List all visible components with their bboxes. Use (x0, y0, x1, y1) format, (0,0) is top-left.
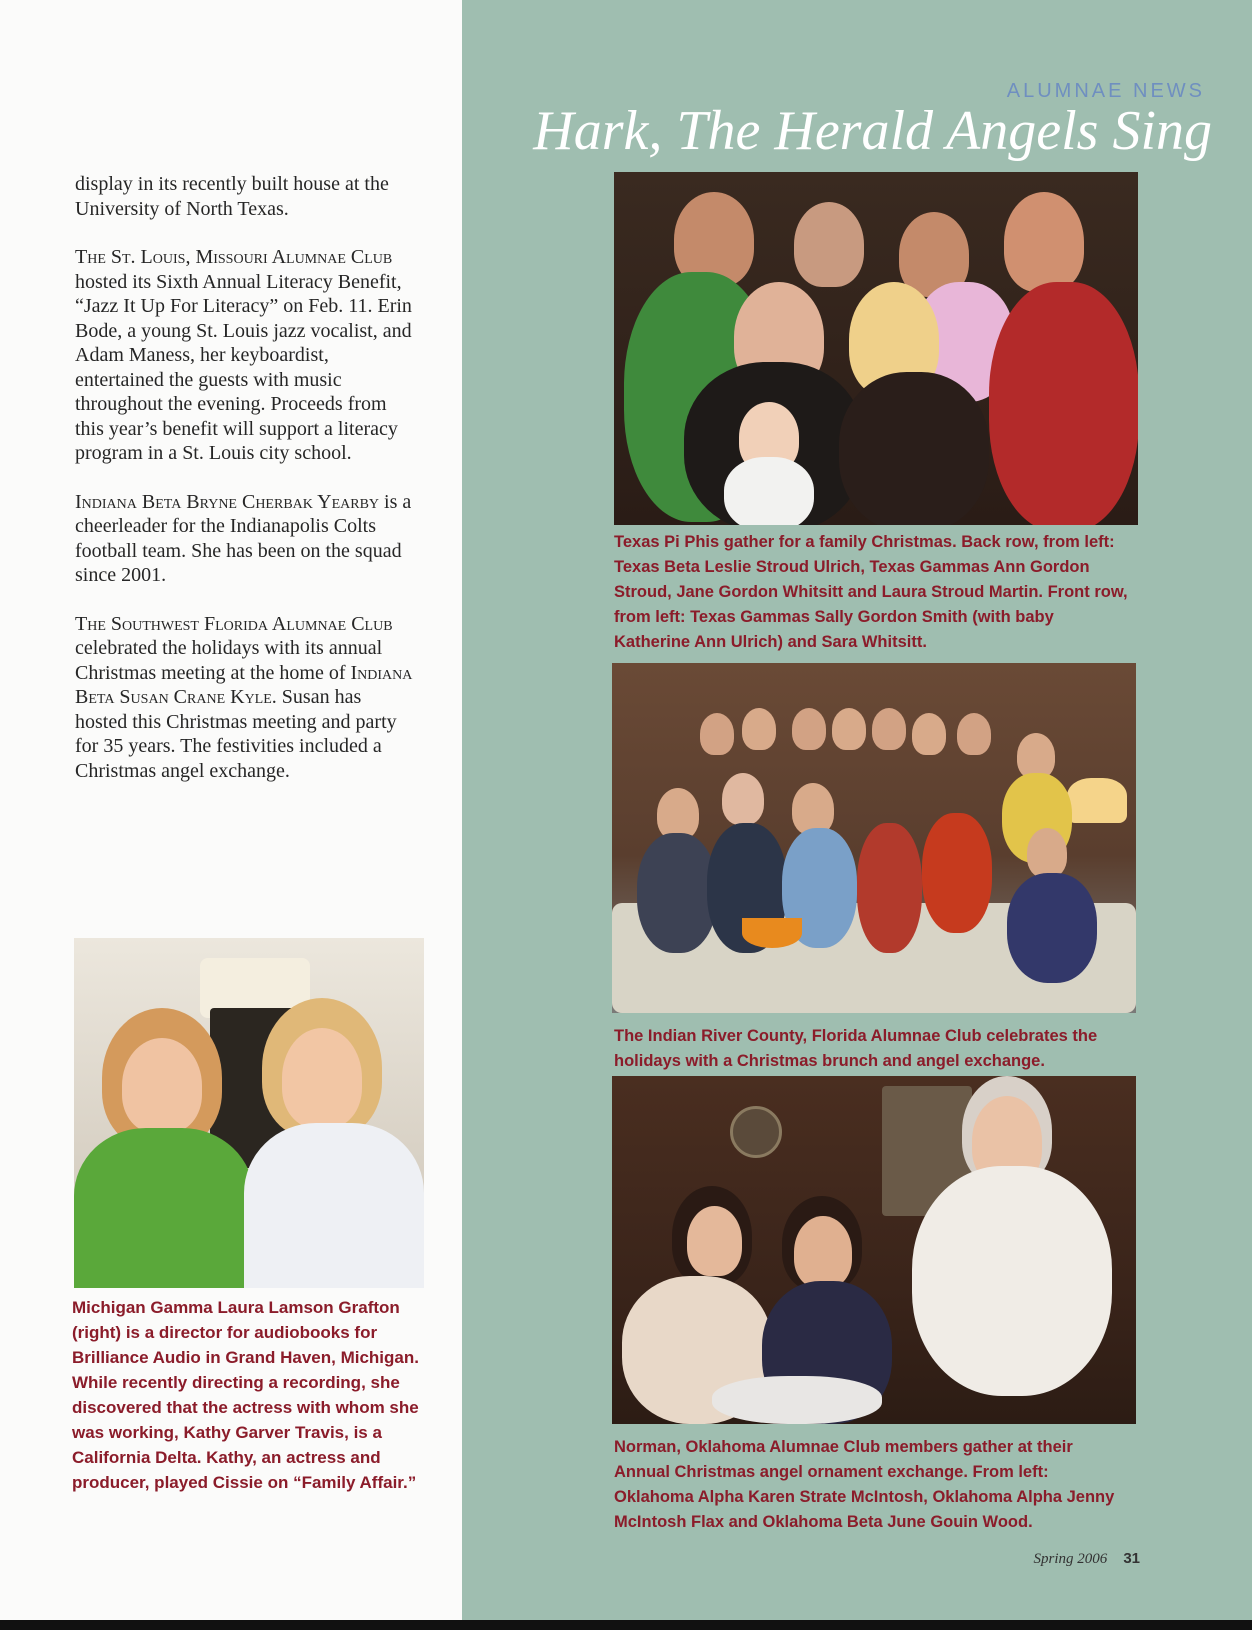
page-number: 31 (1123, 1550, 1140, 1567)
photo-florida (612, 663, 1136, 1013)
section-label: ALUMNAE NEWS (1006, 80, 1205, 102)
paragraph-southwest-florida (75, 612, 415, 784)
paragraph-indiana-body: is a cheerleader for the Indianapolis Colts football team. She has been on the squad since 2001. (75, 490, 412, 586)
member-name-kyle: Indiana Beta Susan Crane Kyle (75, 661, 413, 708)
club-name-st-louis: The St. Louis, Missouri Alumnae Club (75, 246, 393, 268)
member-name-yearby: Indiana Beta Bryne Cherbak Yearby (75, 490, 380, 513)
paragraph-st-louis-body: hosted its Sixth Annual Literacy Benefit, “Jazz It Up For Literacy” on Feb. 11. Erin Bode, a young St. Louis jazz vocalist, and Adam Maness, her keyboardist, entertained the guests with music throughout the evening. Proceeds from this year’s benefit will support a literacy program in a St. Louis city school. (75, 270, 412, 464)
paragraph-st-louis (75, 245, 415, 466)
caption-oklahoma: Norman, Oklahoma Alumnae Club members gather at their Annual Christmas angel ornament exchange. From left: Oklahoma Alpha Karen Strate McIntosh, Oklahoma Alpha Jenny McIntosh Flax and Oklahoma Beta June Gouin Wood. (614, 1438, 1115, 1531)
body-text-column (75, 172, 415, 807)
paragraph-southwest-florida-mid: celebrated the holidays with its annual Christmas meeting at the home of (75, 637, 383, 684)
paragraph-indiana (75, 490, 415, 588)
bottom-rule (0, 1620, 1252, 1630)
photo-texas (614, 172, 1138, 525)
caption-michigan: Michigan Gamma Laura Lamson Grafton (right) is a director for audiobooks for Brilliance Audio in Grand Haven, Michigan. While recently directing a recording, she discovered that the actress with whom she was working, Kathy Garver Travis, is a California Delta. Kathy, an actress and producer, played Cissie on “Family Affair.” (72, 1298, 419, 1492)
caption-florida: The Indian River County, Florida Alumnae Club celebrates the holidays with a Christmas brunch and angel exchange. (614, 1027, 1098, 1070)
folio (900, 1550, 1140, 1568)
paragraph-north-texas: display in its recently built house at the University of North Texas. (75, 173, 389, 220)
paragraph-southwest-florida-end: . Susan has hosted this Christmas meeting and party for 35 years. The festivities included a Christmas angel exchange. (75, 686, 397, 782)
club-name-southwest-florida: The Southwest Florida Alumnae Club (75, 612, 393, 635)
page-title: Hark, The Herald Angels Sing (533, 100, 1212, 162)
photo-oklahoma (612, 1076, 1136, 1424)
caption-texas: Texas Pi Phis gather for a family Christmas. Back row, from left: Texas Beta Leslie Stroud Ulrich, Texas Gammas Ann Gordon Stroud, Jane Gordon Whitsitt and Laura Stroud Martin. Front row, from left: Texas Gammas Sally Gordon Smith (with baby Katherine Ann Ulrich) and Sara Whitsitt. (614, 533, 1128, 651)
issue-date: Spring 2006 (1033, 1551, 1108, 1567)
photo-michigan (74, 938, 424, 1288)
